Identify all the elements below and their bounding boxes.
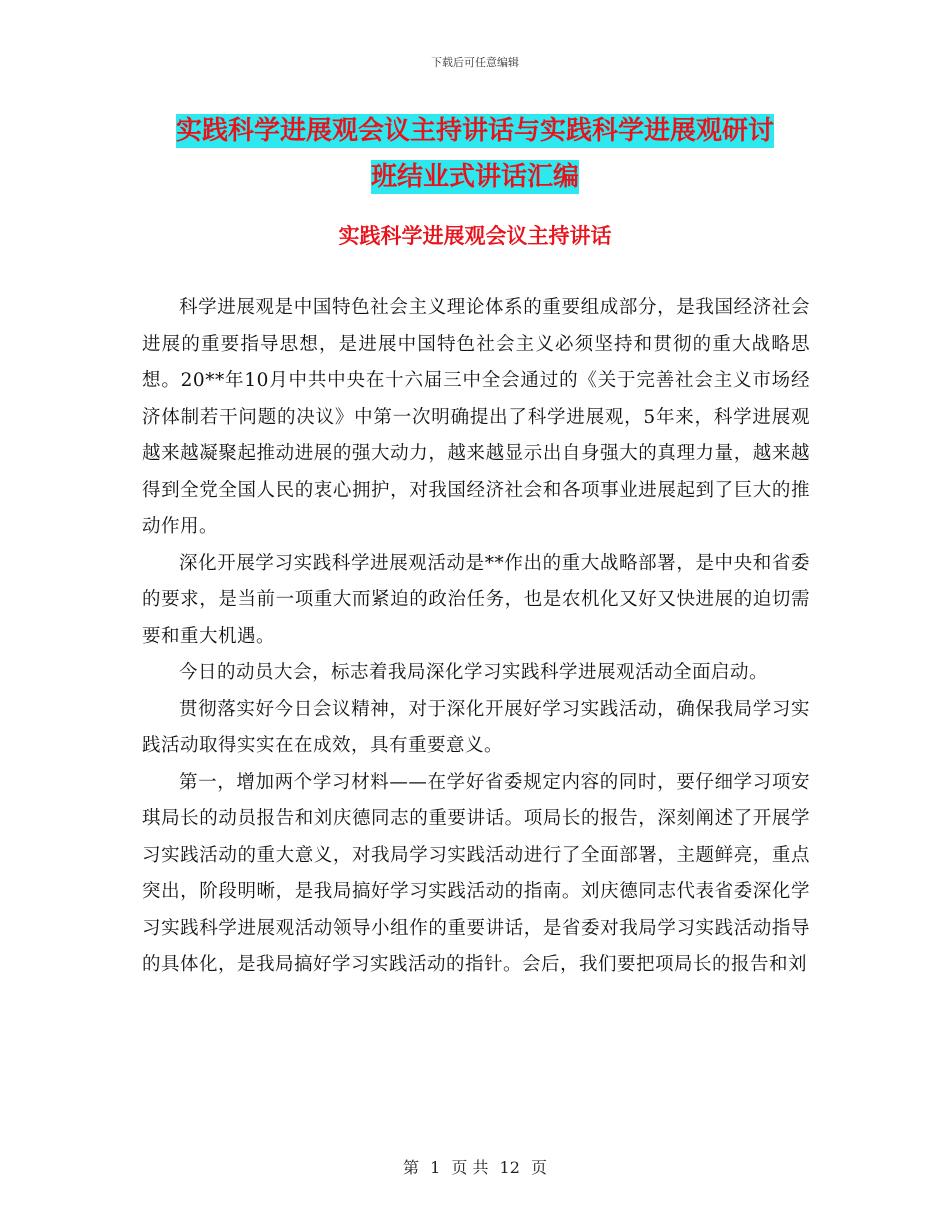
paragraph: 第一，增加两个学习材料——在学好省委规定内容的同时，要仔细学习项安琪局长的动员报告和刘庆德同志的重要讲话。项局长的报告，深刻阐述了开展学习实践活动的重大意义，对我局学习实践活动进行了全面部署，主题鲜亮，重点突出，阶段明晰，是我局搞好学习实践活动的指南。刘庆德同志代表省委深化学习实践科学进展观活动领导小组作的重要讲话，是省委对我局学习实践活动指导的具体化，是我局搞好学习实践活动的指针。会后，我们要把项局长的报告和刘 bbox=[142, 771, 810, 975]
document-title-line-2: 班结业式讲话汇编 bbox=[370, 162, 579, 192]
page-header-note: 下载后可任意编辑 bbox=[431, 56, 519, 69]
footer-total-pages: 12 bbox=[499, 1158, 520, 1177]
document-title-line-1: 实践科学进展观会议主持讲话与实践科学进展观研讨 bbox=[175, 116, 774, 146]
section-title: 实践科学进展观会议主持讲话 bbox=[338, 224, 612, 248]
document-body bbox=[142, 290, 810, 984]
footer-suffix: 页 bbox=[531, 1158, 548, 1177]
document-title bbox=[100, 108, 850, 200]
paragraph: 贯彻落实好今日会议精神，对于深化开展好学习实践活动，确保我局学习实践活动取得实实在在成效，具有重要意义。 bbox=[142, 698, 810, 756]
paragraph: 深化开展学习实践科学进展观活动是**作出的重大战略部署，是中央和省委的要求，是当前一项重大而紧迫的政治任务，也是农机化又好又快进展的迫切需要和重大机遇。 bbox=[142, 552, 810, 647]
footer-page-number: 1 bbox=[430, 1158, 441, 1177]
footer-middle: 页 共 bbox=[451, 1158, 489, 1177]
footer-prefix: 第 bbox=[402, 1158, 419, 1177]
page-footer bbox=[0, 1155, 950, 1178]
paragraph: 今日的动员大会，标志着我局深化学习实践科学进展观活动全面启动。 bbox=[179, 662, 769, 683]
paragraph: 科学进展观是中国特色社会主义理论体系的重要组成部分，是我国经济社会进展的重要指导思想，是进展中国特色社会主义必须坚持和贯彻的重大战略思想。20**年10月中共中央在十六届三中全会通过的《关于完善社会主义市场经济体制若干问题的决议》中第一次明确提出了科学进展观，5年来，科学进展观越来越凝聚起推动进展的强大动力，越来越显示出自身强大的真理力量，越来越得到全党全国人民的衷心拥护，对我国经济社会和各项事业进展起到了巨大的推动作用。 bbox=[142, 297, 810, 537]
